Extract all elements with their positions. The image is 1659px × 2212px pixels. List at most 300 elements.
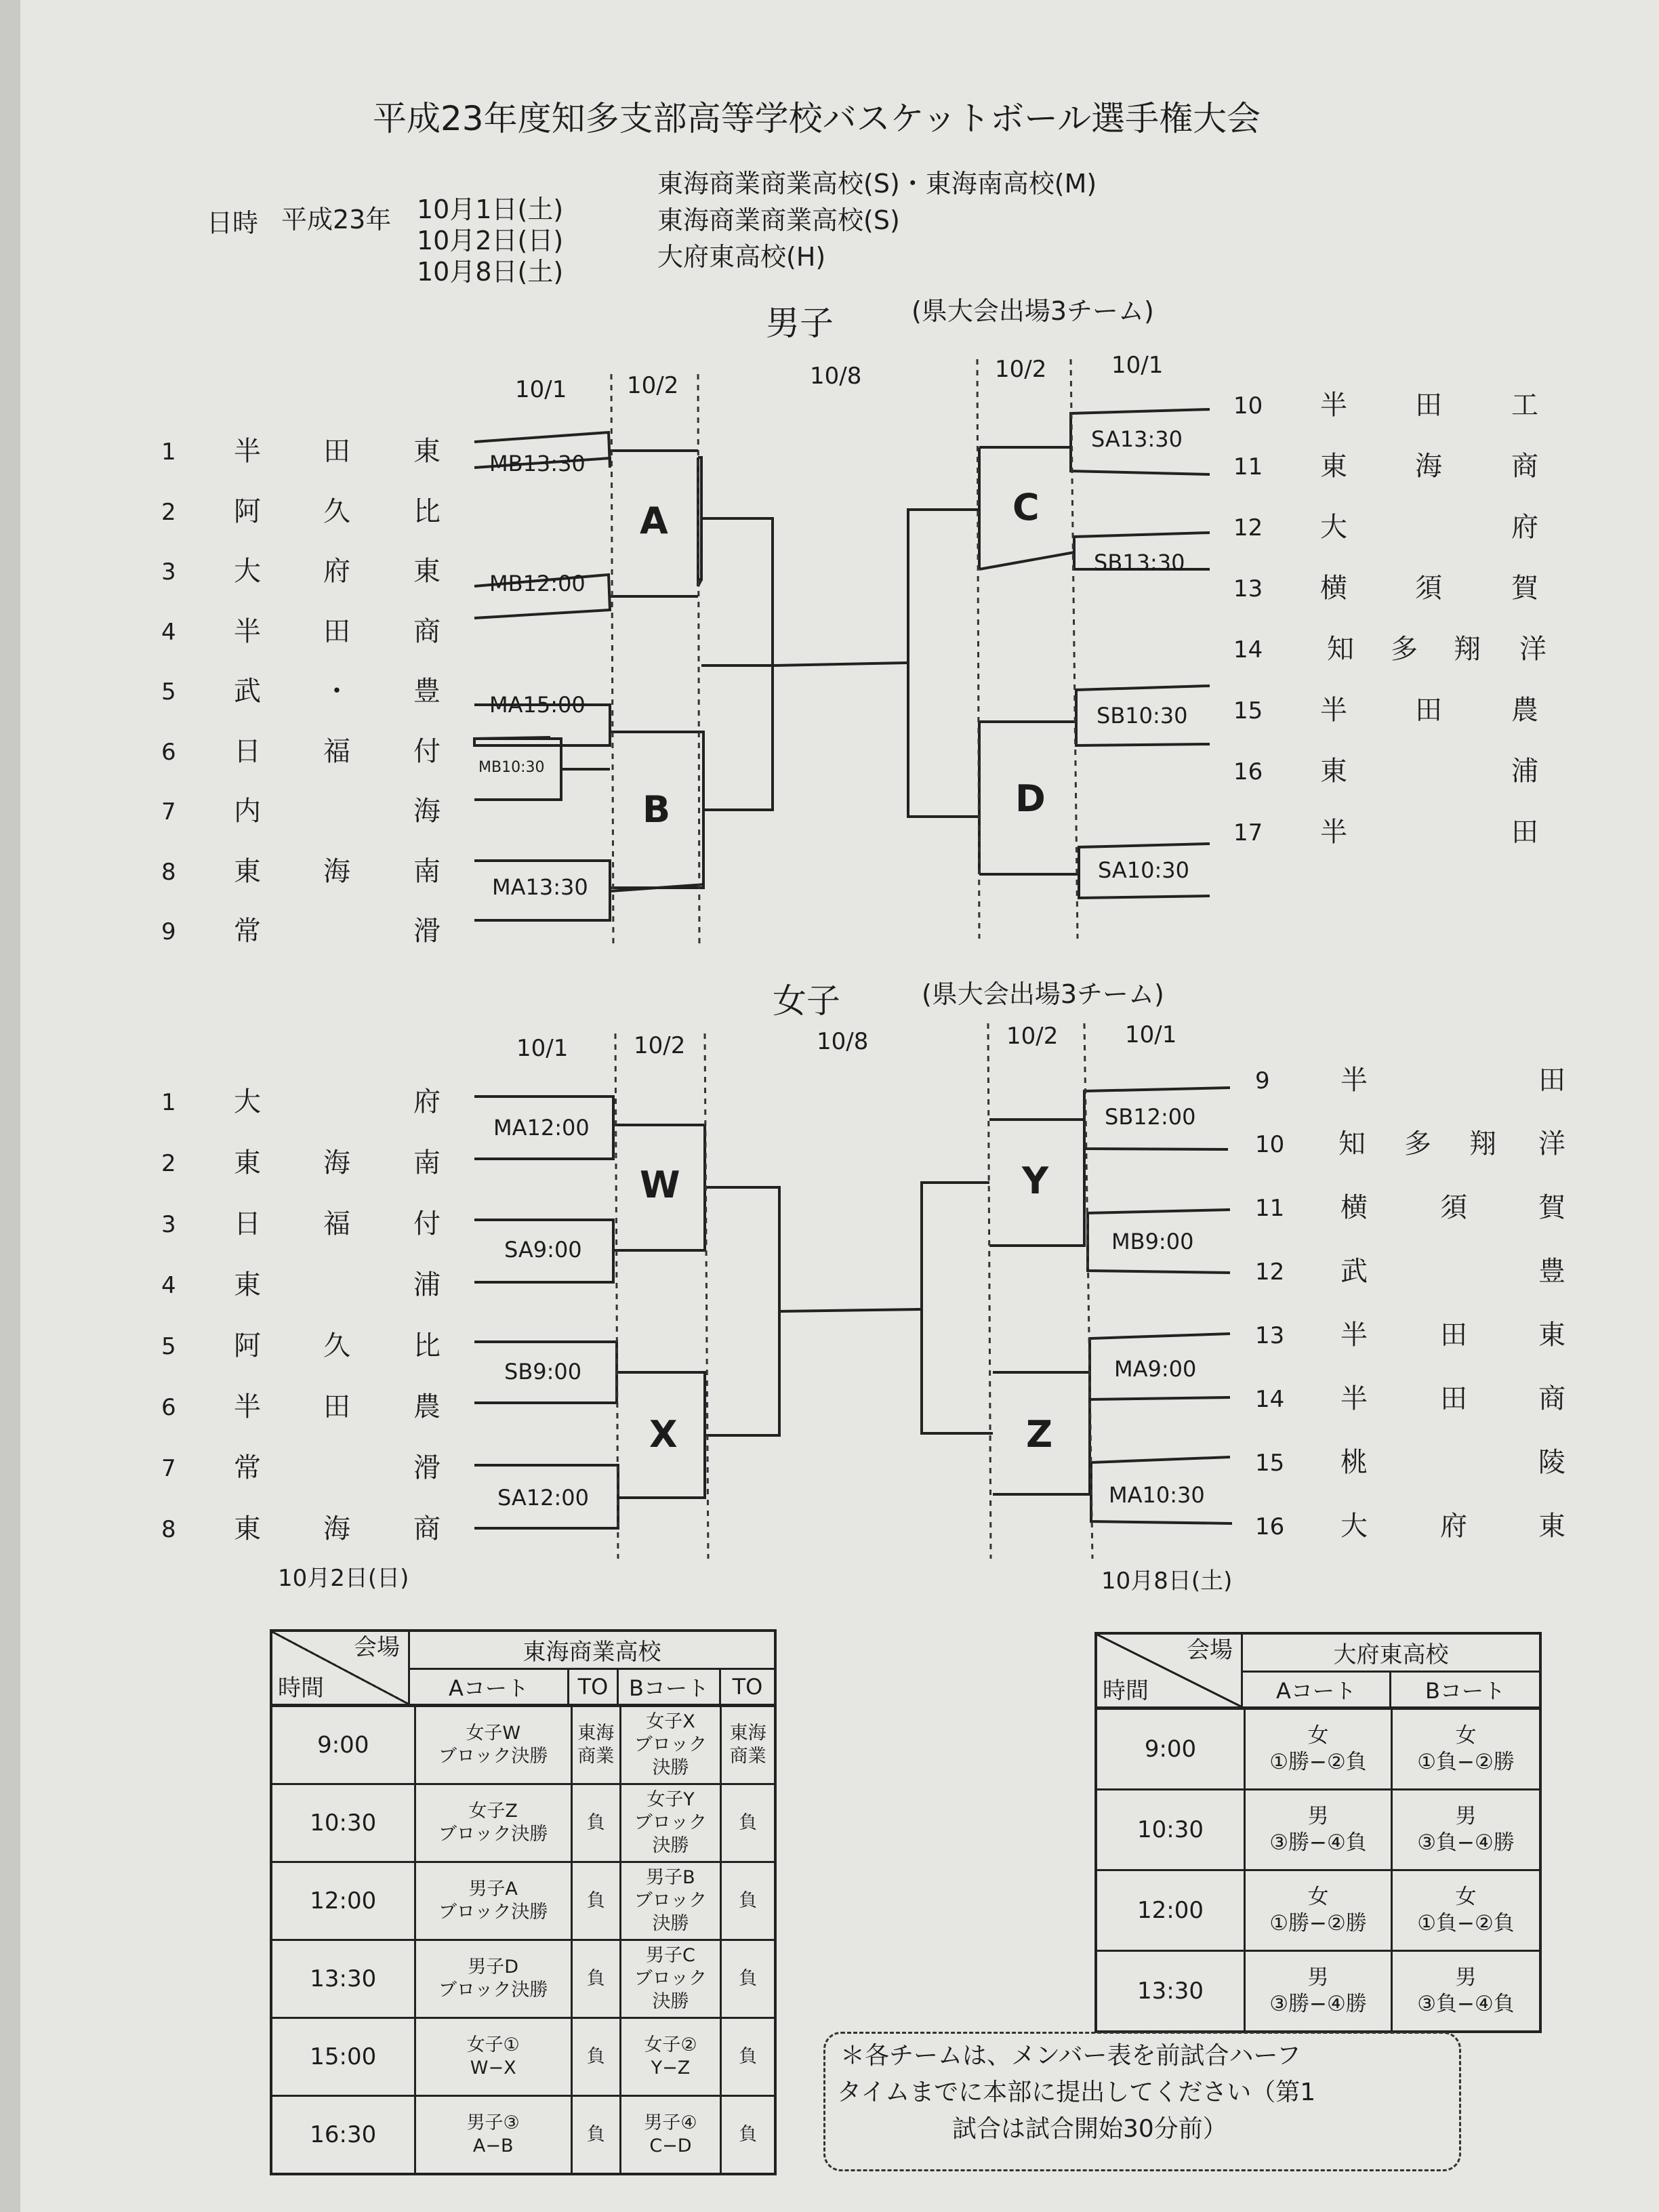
table2-header: [1097, 1635, 1539, 1710]
table2-cell-line: 男: [1455, 1965, 1477, 1990]
girls-slot-3: SB9:00: [504, 1359, 582, 1385]
table1-cell-line: C−D: [649, 2135, 692, 2156]
schedule-venue-2: 東海商業商業高校(S): [657, 205, 900, 235]
table1-cell-line: 決勝: [652, 1912, 689, 1934]
girls-left-team-name-char: 海: [323, 1147, 350, 1179]
table1-cell-b: [621, 2097, 722, 2173]
table1-cell-line: 東海: [577, 1723, 615, 1744]
boys-right-team-name-char: 東: [1320, 756, 1347, 787]
boys-right-team-name-char: 農: [1511, 695, 1538, 726]
table2-cell-line: ①勝−②負: [1269, 1750, 1367, 1774]
boys-left-team-name-char: 内: [234, 796, 261, 827]
boys-date-left-r1: 10/1: [515, 376, 567, 403]
table1-cell-line: 男子A: [468, 1879, 518, 1900]
boys-left-team-number: 7: [161, 798, 176, 825]
boys-left-team-name-char: ・: [323, 676, 350, 707]
table2-cell-a: [1246, 1790, 1393, 1869]
table1-cell-line: 負: [586, 2046, 605, 2068]
footnote-line-3: 試合は試合開始30分前）: [952, 2115, 1227, 2143]
table1-row: [272, 1939, 774, 2017]
girls-heading: 女子: [773, 981, 840, 1021]
girls-left-team-name-char: 海: [323, 1513, 350, 1544]
girls-left-team-name-char: 東: [234, 1513, 261, 1544]
boys-right-team-name-char: 半: [1320, 817, 1347, 848]
girls-right-team-number: 16: [1255, 1513, 1285, 1540]
boys-left-team-name-char: 田: [323, 436, 350, 467]
boys-date-right-r2: 10/2: [995, 356, 1047, 383]
girls-left-team-name-char: 南: [413, 1147, 441, 1179]
boys-left-team-name-char: 商: [413, 615, 441, 647]
girls-right-team-name-char: 商: [1538, 1383, 1565, 1414]
boys-slot-2: MB12:00: [489, 571, 586, 596]
boys-left-team-number: 9: [161, 918, 176, 945]
boys-slot-5: MA13:30: [492, 874, 588, 900]
table1-cell-line: 決勝: [652, 1835, 689, 1856]
table1-cell-a: [416, 1941, 573, 2017]
page-title: 平成23年度知多支部高等学校バスケットボール選手権大会: [373, 99, 1261, 138]
table2-cell-line: ①勝−②勝: [1269, 1911, 1367, 1936]
table1-cell-line: 男子B: [646, 1867, 695, 1889]
table1-cell-line: 男子④: [644, 2112, 697, 2134]
girls-slot-4: SA12:00: [497, 1485, 590, 1511]
table1-cell-line: 負: [739, 1968, 758, 1990]
table1-cell-a: [416, 1707, 573, 1783]
table1-cell-line: ブロック決勝: [438, 1746, 548, 1767]
table1-row: [272, 2095, 774, 2173]
table2-venue-label: 会場: [1187, 1637, 1233, 1664]
boys-block-b: B: [642, 788, 671, 831]
girls-date-final: 10/8: [817, 1028, 869, 1055]
boys-left-team-name-char: 阿: [234, 495, 261, 527]
boys-left-team-number: 8: [161, 858, 176, 886]
table1-row-time: 10:30: [272, 1785, 416, 1861]
table1-cell-to2: [722, 1863, 774, 1939]
table1-cell-to: [573, 2097, 621, 2173]
table2-cell-a: [1246, 1710, 1393, 1788]
girls-slot-1: MA12:00: [493, 1115, 590, 1141]
girls-date-left-r1: 10/1: [516, 1035, 569, 1062]
table2-row-time: 12:00: [1097, 1871, 1246, 1950]
footnote-line-1: ＊各チームは、メンバー表を前試合ハーフ: [840, 2042, 1301, 2070]
boys-left-team-name-char: 久: [323, 495, 350, 527]
girls-left-team-name-char: 田: [323, 1391, 350, 1422]
girls-right-team-number: 9: [1255, 1067, 1270, 1094]
boys-right-team-number: 11: [1233, 453, 1263, 480]
table1-cell-line: ブロック: [634, 1812, 708, 1834]
girls-date-right-r1: 10/1: [1125, 1021, 1177, 1048]
table1-header-right: [410, 1632, 774, 1704]
table1-row: [272, 1783, 774, 1861]
boys-right-team-name-char: 知: [1327, 634, 1354, 665]
schedule-date-2: 10月2日(日): [417, 226, 564, 255]
girls-right-team-name-char: 多: [1404, 1128, 1431, 1160]
boys-right-team-name-char: 田: [1511, 817, 1538, 848]
table2-cell-line: ③負−④勝: [1417, 1830, 1515, 1855]
boys-left-team-number: 4: [161, 618, 176, 646]
table2-cell-line: ③勝−④勝: [1269, 1992, 1367, 2016]
boys-right-team-name-char: 須: [1415, 573, 1442, 604]
boys-slot-6: SA13:30: [1091, 426, 1183, 452]
boys-right-team-name-char: 多: [1391, 634, 1418, 665]
table2-row: [1097, 1869, 1539, 1950]
girls-right-team-name-char: 東: [1538, 1511, 1565, 1542]
table1-cell-line: 負: [586, 2124, 605, 2146]
girls-left-team-name-char: 東: [234, 1147, 261, 1179]
boys-right-team-number: 12: [1233, 514, 1263, 541]
boys-left-team-name-char: 滑: [413, 916, 441, 947]
girls-left-team-name-char: 比: [413, 1330, 441, 1361]
table1-cell-line: 男子C: [646, 1945, 695, 1967]
boys-right-team-name-char: 田: [1415, 390, 1442, 421]
girls-left-team-number: 5: [161, 1333, 176, 1360]
boys-heading: 男子: [766, 304, 834, 343]
table1-corner: [272, 1632, 410, 1704]
table1-cell-a: [416, 1863, 573, 1939]
table1-cell-a: [416, 2097, 573, 2173]
table2-row: [1097, 1788, 1539, 1869]
boys-left-team-name-char: 豊: [413, 676, 441, 707]
girls-right-team-name-char: 洋: [1538, 1128, 1565, 1160]
girls-left-team-name-char: 日: [234, 1208, 261, 1240]
table1-cell-to: [573, 1863, 621, 1939]
table1-row: [272, 1861, 774, 1939]
boys-right-team-name-char: 海: [1415, 451, 1442, 482]
table1-cell-a: [416, 1785, 573, 1861]
boys-right-team-number: 13: [1233, 575, 1263, 602]
girls-right-team-number: 11: [1255, 1195, 1285, 1222]
boys-date-final: 10/8: [810, 363, 862, 390]
table1-venue-name: 東海商業高校: [410, 1632, 774, 1670]
table1-cell-line: 負: [739, 2124, 758, 2146]
boys-right-team-number: 17: [1233, 819, 1263, 846]
boys-left-team-name-char: 田: [323, 615, 350, 647]
girls-left-team-number: 4: [161, 1272, 176, 1299]
table1-cell-line: ブロック: [634, 1890, 708, 1912]
girls-left-team-number: 3: [161, 1211, 176, 1238]
girls-right-team-number: 13: [1255, 1322, 1285, 1349]
girls-right-team-name-char: 知: [1338, 1128, 1366, 1160]
girls-right-team-number: 14: [1255, 1386, 1285, 1413]
table2-time-label: 時間: [1103, 1677, 1149, 1704]
table1-cell-line: 女子W: [466, 1723, 521, 1744]
table1-time-label: 時間: [278, 1675, 324, 1702]
boys-left-team-name-char: 府: [323, 556, 350, 587]
boys-note: (県大会出場3チーム): [912, 296, 1154, 326]
table2-row: [1097, 1950, 1539, 2030]
table1-cell-line: 男子D: [468, 1957, 519, 1978]
table1-cell-line: 商業: [577, 1746, 615, 1767]
table2-cell-line: ①負−②勝: [1417, 1750, 1515, 1774]
girls-left-team-name-char: 浦: [413, 1269, 441, 1300]
table1-cell-line: 男子③: [466, 2112, 520, 2134]
boys-block-d: D: [1015, 777, 1046, 820]
boys-left-team-number: 6: [161, 738, 176, 766]
schedule-venue-3: 大府東高校(H): [657, 242, 826, 272]
table2-cell-line: 男: [1307, 1965, 1329, 1990]
table1-cell-to2: [722, 2019, 774, 2095]
table1-cell-line: ブロック: [634, 1968, 708, 1990]
girls-right-team-name-char: 半: [1340, 1319, 1368, 1351]
boys-date-right-r1: 10/1: [1111, 352, 1164, 379]
table1-cell-to: [573, 2019, 621, 2095]
table1-cell-to2: [722, 2097, 774, 2173]
girls-date-right-r2: 10/2: [1006, 1023, 1059, 1050]
table1-cell-line: 負: [586, 1968, 605, 1990]
girls-note: (県大会出場3チーム): [922, 979, 1164, 1009]
girls-left-team-name-char: 府: [413, 1086, 441, 1118]
table2-cell-b: [1393, 1710, 1539, 1788]
boys-left-team-number: 2: [161, 498, 176, 526]
table1-row-time: 13:30: [272, 1941, 416, 2017]
table2-cell-line: 女: [1455, 1885, 1477, 1910]
table2-corner: [1097, 1635, 1243, 1706]
boys-slot-9: SA10:30: [1098, 857, 1190, 883]
girls-right-team-name-char: 翔: [1469, 1128, 1496, 1160]
boys-right-team-name-char: 半: [1320, 390, 1347, 421]
table1-row: [272, 1707, 774, 1783]
girls-slot-8: MA10:30: [1109, 1482, 1205, 1508]
girls-right-team-name-char: 田: [1440, 1319, 1467, 1351]
table2-cell-b: [1393, 1952, 1539, 2030]
table1-cell-line: 決勝: [652, 1757, 689, 1778]
table1-cell-to2: [722, 1941, 774, 2017]
table2-cell-line: 男: [1307, 1804, 1329, 1829]
boys-left-team-name-char: 海: [413, 796, 441, 827]
table1-cell-b: [621, 1863, 722, 1939]
girls-left-team-number: 8: [161, 1516, 176, 1543]
table1-row-time: 12:00: [272, 1863, 416, 1939]
table1-date: 10月2日(日): [278, 1565, 409, 1592]
table2-date: 10月8日(土): [1101, 1568, 1233, 1595]
boys-left-team-name-char: 福: [323, 735, 350, 767]
girls-left-team-name-char: 阿: [234, 1330, 261, 1361]
girls-right-team-name-char: 武: [1340, 1256, 1368, 1287]
boys-left-team-name-char: 東: [234, 855, 261, 887]
boys-left-team-name-char: 東: [413, 556, 441, 587]
schedule-date-3: 10月8日(土): [417, 257, 564, 287]
table1-cell-line: A−B: [472, 2135, 514, 2156]
boys-slot-8: SB10:30: [1097, 703, 1188, 729]
table2-cell-line: 女: [1307, 1885, 1329, 1910]
schedule-date-1: 10月1日(土): [417, 194, 564, 224]
table1-cell-to: [573, 1941, 621, 2017]
boys-block-c: C: [1012, 486, 1040, 529]
table1-col-col_to2: TO: [732, 1674, 763, 1700]
girls-left-team-number: 2: [161, 1150, 176, 1177]
boys-right-team-name-char: 浦: [1511, 756, 1538, 787]
table2-cell-a: [1246, 1952, 1393, 2030]
table1-frame: [270, 1629, 777, 2175]
boys-right-team-name-char: 田: [1415, 695, 1442, 726]
boys-left-team-name-char: 武: [234, 676, 261, 707]
table1-venue-label: 会場: [354, 1634, 400, 1661]
table1-cell-a: [416, 2019, 573, 2095]
girls-left-team-name-char: 久: [323, 1330, 350, 1361]
girls-left-team-name-char: 商: [413, 1513, 441, 1544]
girls-block-z: Z: [1026, 1413, 1053, 1456]
table1-cell-line: 女子②: [644, 2034, 697, 2056]
table1-cell-b: [621, 1707, 722, 1783]
table1-cell-line: Y−Z: [651, 2057, 691, 2078]
table1-cell-line: 商業: [729, 1746, 766, 1767]
girls-slot-7: MA9:00: [1114, 1356, 1197, 1382]
girls-right-team-name-char: 半: [1340, 1065, 1368, 1096]
table1-row-time: 9:00: [272, 1707, 416, 1783]
table1-cell-to: [573, 1707, 621, 1783]
girls-right-team-name-char: 豊: [1538, 1256, 1565, 1287]
table1-cell-line: 負: [739, 1812, 758, 1834]
table2-column-headers: [1243, 1673, 1539, 1706]
table1-cell-b: [621, 1941, 722, 2017]
girls-slot-6: MB9:00: [1111, 1229, 1194, 1254]
girls-right-team-name-char: 田: [1538, 1065, 1565, 1096]
table1-cell-to2: [722, 1785, 774, 1861]
boys-left-team-name-char: 付: [413, 735, 441, 767]
table1-cell-b: [621, 1785, 722, 1861]
girls-left-team-number: 1: [161, 1089, 176, 1116]
table1-cell-line: ブロック決勝: [438, 1980, 548, 2001]
table2-cell-line: ①負−②負: [1417, 1911, 1515, 1936]
table2-cell-b: [1393, 1871, 1539, 1950]
girls-slot-2: SA9:00: [504, 1237, 582, 1263]
boys-right-team-name-char: 横: [1320, 573, 1347, 604]
table1-cell-line: ブロック: [634, 1734, 708, 1756]
table1-cell-line: 女子X: [646, 1711, 695, 1733]
boys-slot-3: MA15:00: [489, 692, 586, 718]
boys-left-team-name-char: 半: [234, 615, 261, 647]
table1-row-time: 16:30: [272, 2097, 416, 2173]
girls-right-team-name-char: 大: [1340, 1511, 1368, 1542]
boys-left-team-name-char: 常: [234, 916, 261, 947]
table2-col-col_b: Bコート: [1425, 1678, 1505, 1704]
table1-cell-line: 負: [739, 2046, 758, 2068]
table1-col-col_to: TO: [569, 1670, 619, 1704]
boys-slot-4: MB10:30: [478, 759, 545, 776]
girls-left-team-name-char: 農: [413, 1391, 441, 1422]
table2-row-time: 9:00: [1097, 1710, 1246, 1788]
boys-left-team-number: 1: [161, 438, 176, 466]
girls-left-team-name-char: 福: [323, 1208, 350, 1240]
schedule-label: 日時: [207, 208, 259, 238]
girls-block-x: X: [649, 1413, 678, 1456]
table2-cell-b: [1393, 1790, 1539, 1869]
girls-left-team-number: 6: [161, 1394, 176, 1421]
table2-cell-line: ③負−④負: [1417, 1992, 1515, 2016]
table2-row-time: 13:30: [1097, 1952, 1246, 2030]
boys-right-team-number: 10: [1233, 392, 1263, 419]
table1-row: [272, 2017, 774, 2095]
girls-date-left-r2: 10/2: [634, 1032, 686, 1059]
boys-slot-7: SB13:30: [1094, 550, 1185, 575]
girls-right-team-name-char: 田: [1440, 1383, 1467, 1414]
boys-right-team-name-char: 半: [1320, 695, 1347, 726]
table1-cell-line: 東海: [729, 1723, 766, 1744]
table2-cell-line: 男: [1455, 1804, 1477, 1829]
boys-right-team-number: 15: [1233, 697, 1263, 724]
schedule-venue-1: 東海商業商業高校(S)・東海南高校(M): [657, 169, 1097, 199]
boys-right-team-number: 14: [1233, 636, 1263, 663]
girls-right-team-name-char: 桃: [1340, 1447, 1368, 1478]
table1-cell-to2: [722, 1707, 774, 1783]
table2-header-right: [1243, 1635, 1539, 1706]
boys-slot-1: MB13:30: [489, 451, 586, 476]
boys-right-team-name-char: 大: [1320, 512, 1347, 543]
table2-row: [1097, 1710, 1539, 1788]
girls-right-team-name-char: 東: [1538, 1319, 1565, 1351]
table2-frame: [1094, 1632, 1542, 2033]
boys-right-team-name-char: 工: [1511, 390, 1538, 421]
girls-right-team-name-char: 府: [1440, 1511, 1467, 1542]
schedule-year: 平成23年: [281, 205, 392, 234]
girls-left-team-name-char: 付: [413, 1208, 441, 1240]
girls-right-team-number: 10: [1255, 1131, 1285, 1158]
boys-right-team-name-char: 洋: [1519, 634, 1547, 665]
table1-col-col_a: Aコート: [410, 1670, 569, 1704]
girls-right-team-name-char: 賀: [1538, 1192, 1565, 1223]
table1-cell-line: 負: [739, 1890, 758, 1912]
table1-cell-line: W−X: [470, 2057, 516, 2078]
girls-right-team-number: 15: [1255, 1450, 1285, 1477]
footnote-line-2: タイムまでに本部に提出してください（第1: [837, 2078, 1316, 2106]
girls-left-team-name-char: 東: [234, 1269, 261, 1300]
girls-left-team-name-char: 半: [234, 1391, 261, 1422]
girls-left-team-name-char: 滑: [413, 1452, 441, 1483]
table1-col-col_b: Bコート: [619, 1670, 721, 1704]
table1-column-headers: [410, 1670, 774, 1704]
girls-left-team-name-char: 常: [234, 1452, 261, 1483]
girls-left-team-name-char: 大: [234, 1086, 261, 1118]
table1-cell-line: 女子Y: [647, 1789, 695, 1811]
boys-left-team-name-char: 日: [234, 735, 261, 767]
girls-left-team-number: 7: [161, 1455, 176, 1482]
table2-cell-line: 女: [1455, 1723, 1477, 1748]
boys-left-team-name-char: 海: [323, 855, 350, 887]
table2-cell-line: ③勝−④負: [1269, 1830, 1367, 1855]
girls-right-team-name-char: 陵: [1538, 1447, 1565, 1478]
table2-cell-line: 女: [1307, 1723, 1329, 1748]
boys-right-team-number: 16: [1233, 758, 1263, 785]
table1-cell-line: 負: [586, 1890, 605, 1912]
boys-right-team-name-char: 翔: [1454, 634, 1481, 665]
girls-slot-5: SB12:00: [1105, 1104, 1196, 1130]
table1-header: [272, 1632, 774, 1707]
boys-right-team-name-char: 賀: [1511, 573, 1538, 604]
table2-row-time: 10:30: [1097, 1790, 1246, 1869]
table1-cell-line: ブロック決勝: [438, 1902, 548, 1923]
boys-left-team-name-char: 東: [413, 436, 441, 467]
boys-left-team-name-char: 南: [413, 855, 441, 887]
table1-cell-line: 決勝: [652, 1990, 689, 2012]
girls-block-y: Y: [1022, 1160, 1049, 1202]
boys-left-team-number: 3: [161, 558, 176, 586]
boys-right-team-name-char: 府: [1511, 512, 1538, 543]
table1-cell-line: ブロック決勝: [438, 1824, 548, 1845]
boys-left-team-number: 5: [161, 678, 176, 705]
boys-right-team-name-char: 東: [1320, 451, 1347, 482]
boys-left-team-name-char: 半: [234, 436, 261, 467]
boys-block-a: A: [640, 499, 668, 542]
table2-col-col_a: Aコート: [1243, 1673, 1391, 1706]
boys-left-team-name-char: 大: [234, 556, 261, 587]
boys-right-team-name-char: 商: [1511, 451, 1538, 482]
table1-cell-b: [621, 2019, 722, 2095]
girls-right-team-number: 12: [1255, 1258, 1285, 1286]
table1-cell-line: 女子①: [466, 2034, 520, 2056]
table1-row-time: 15:00: [272, 2019, 416, 2095]
table1-cell-to: [573, 1785, 621, 1861]
boys-date-left-r2: 10/2: [627, 372, 679, 399]
table1-cell-line: 負: [586, 1812, 605, 1834]
